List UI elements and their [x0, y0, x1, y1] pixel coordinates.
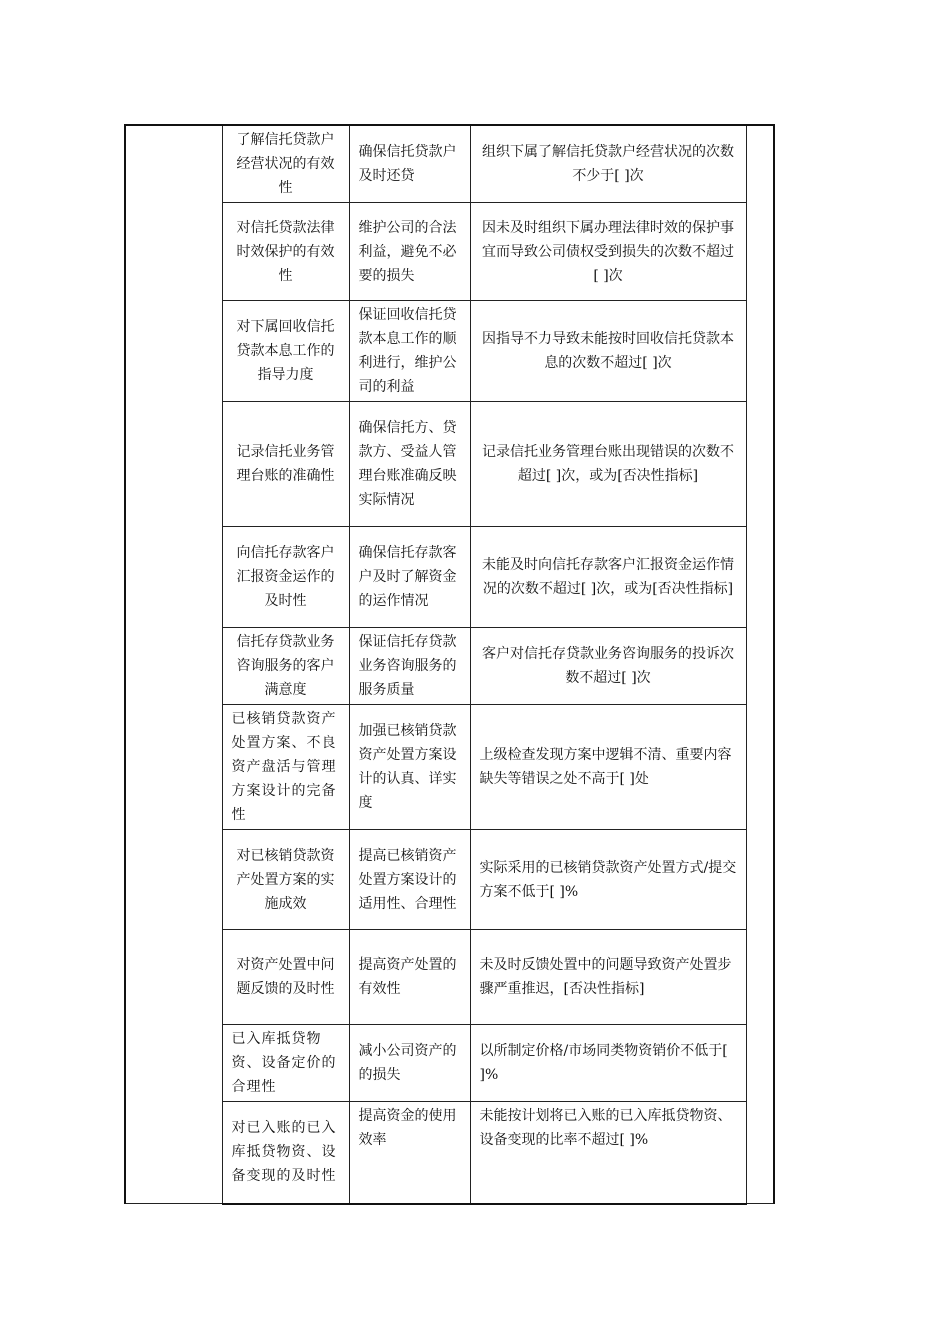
assessment-item: 信托存贷款业务咨询服务的客户满意度: [222, 628, 349, 705]
assessment-standard: 因未及时组织下属办理法律时效的保护事宜而导致公司债权受到损失的次数不超过[ ]次: [470, 203, 746, 301]
table-row: [125, 830, 774, 930]
assessment-item: 向信托存款客户汇报资金运作的及时性: [222, 527, 349, 628]
table-row: [125, 527, 774, 628]
assessment-standard: 以所制定价格/市场同类物资销价不低于[ ]%: [470, 1025, 746, 1102]
table-row: [125, 1102, 774, 1204]
assessment-purpose: 保证信托存贷款业务咨询服务的服务质量: [349, 628, 470, 705]
assessment-standard: 未及时反馈处置中的问题导致资产处置步骤严重推迟，[否决性指标]: [470, 930, 746, 1025]
assessment-standard: 因指导不力导致未能按时回收信托贷款本息的次数不超过[ ]次: [470, 301, 746, 402]
assessment-purpose: 确保信托贷款户及时还贷: [349, 125, 470, 203]
assessment-purpose: 加强已核销贷款资产处置方案设计的认真、详实度: [349, 705, 470, 830]
assessment-purpose: 保证回收信托贷款本息工作的顺利进行，维护公司的利益: [349, 301, 470, 402]
blank-left-column: [125, 125, 222, 1204]
assessment-item: 了解信托贷款户经营状况的有效性: [222, 125, 349, 203]
assessment-purpose: 确保信托方、贷款方、受益人管理台账准确反映实际情况: [349, 402, 470, 527]
assessment-purpose: 提高资产处置的有效性: [349, 930, 470, 1025]
assessment-purpose: 减小公司资产的的损失: [349, 1025, 470, 1102]
assessment-standard: 组织下属了解信托贷款户经营状况的次数不少于[ ]次: [470, 125, 746, 203]
assessment-purpose: 提高已核销资产处置方案设计的适用性、合理性: [349, 830, 470, 930]
kpi-table: [124, 124, 775, 1205]
assessment-standard: 实际采用的已核销贷款资产处置方式/提交方案不低于[ ]%: [470, 830, 746, 930]
assessment-standard: 客户对信托存贷款业务咨询服务的投诉次数不超过[ ]次: [470, 628, 746, 705]
assessment-standard: 记录信托业务管理台账出现错误的次数不超过[ ]次，或为[否决性指标]: [470, 402, 746, 527]
table-row: [125, 203, 774, 301]
blank-right-column: [746, 125, 774, 1204]
assessment-standard: 未能及时向信托存款客户汇报资金运作情况的次数不超过[ ]次，或为[否决性指标]: [470, 527, 746, 628]
assessment-standard: 未能按计划将已入账的已入库抵贷物资、设备变现的比率不超过[ ]%: [470, 1102, 746, 1204]
table-row: [125, 930, 774, 1025]
table-row: [125, 1025, 774, 1102]
table-row: [125, 301, 774, 402]
assessment-item: 对资产处置中问题反馈的及时性: [222, 930, 349, 1025]
assessment-item: 已核销贷款资产处置方案、不良资产盘活与管理方案设计的完备性: [222, 705, 349, 830]
table-row: [125, 125, 774, 203]
assessment-purpose: 提高资金的使用效率: [349, 1102, 470, 1204]
table-row: [125, 402, 774, 527]
assessment-purpose: 维护公司的合法利益，避免不必要的损失: [349, 203, 470, 301]
assessment-item: 已入库抵贷物资、设备定价的合理性: [222, 1025, 349, 1102]
table-row: [125, 628, 774, 705]
assessment-item: 记录信托业务管理台账的准确性: [222, 402, 349, 527]
assessment-standard: 上级检查发现方案中逻辑不清、重要内容缺失等错误之处不高于[ ]处: [470, 705, 746, 830]
table-row: [125, 705, 774, 830]
assessment-purpose: 确保信托存款客户及时了解资金的运作情况: [349, 527, 470, 628]
assessment-item: 对下属回收信托贷款本息工作的指导力度: [222, 301, 349, 402]
assessment-item: 对已核销贷款资产处置方案的实施成效: [222, 830, 349, 930]
assessment-item: 对信托贷款法律时效保护的有效性: [222, 203, 349, 301]
assessment-item: 对已入账的已入库抵贷物资、设备变现的及时性: [222, 1102, 349, 1204]
